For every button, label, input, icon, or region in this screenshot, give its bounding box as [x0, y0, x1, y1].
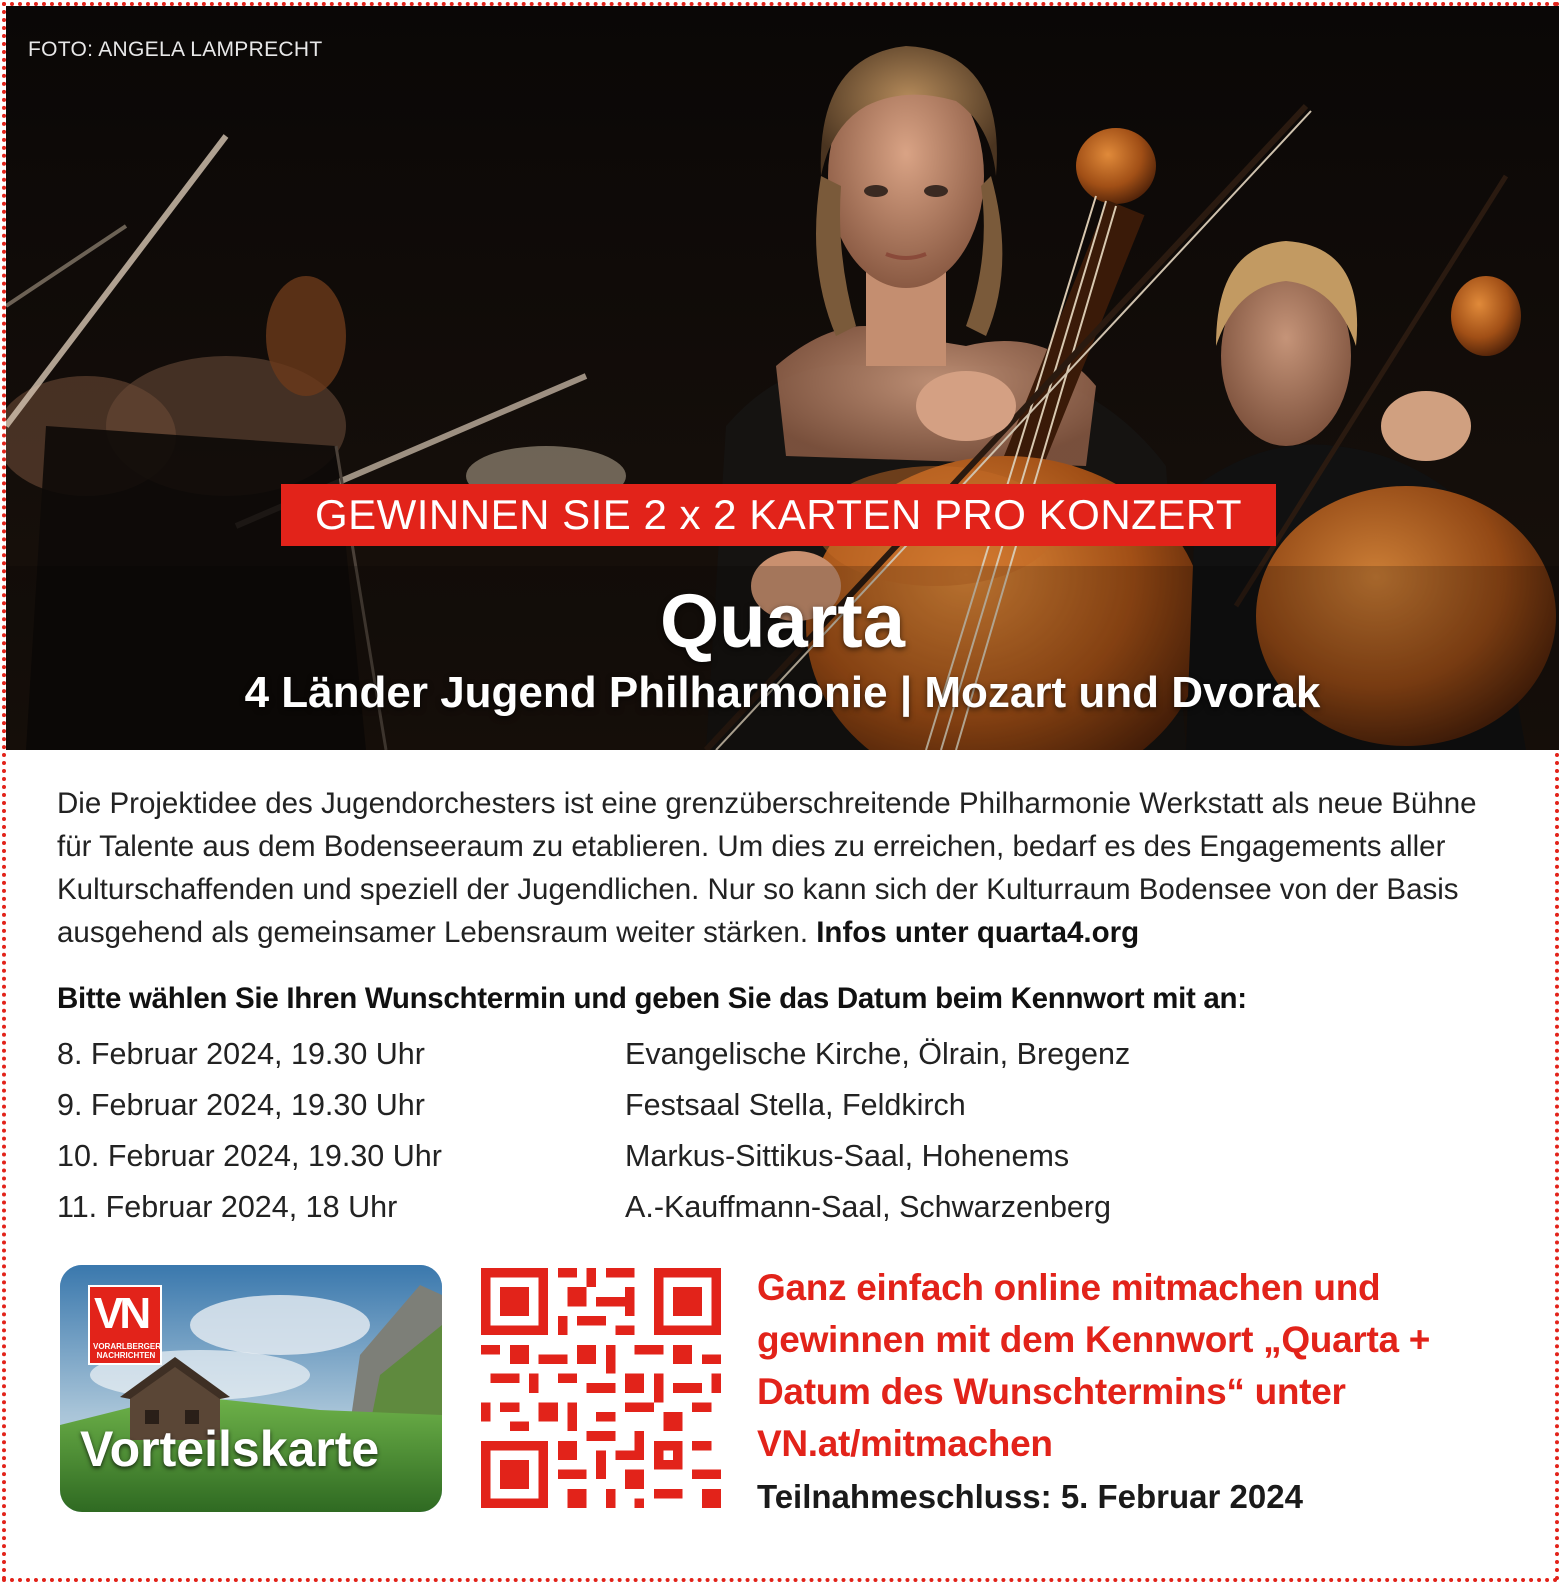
concert-venue: A.-Kauffmann-Saal, Schwarzenberg	[625, 1190, 1112, 1224]
concert-date: 9. Februar 2024, 19.30 Uhr	[57, 1088, 425, 1122]
concert-venue: Markus-Sittikus-Saal, Hohenems	[625, 1139, 1070, 1173]
vn-logo-subtitle: VORARLBERGER NACHRICHTEN	[93, 1342, 162, 1360]
qr-code-icon[interactable]	[481, 1268, 721, 1508]
concert-date: 11. Februar 2024, 18 Uhr	[57, 1190, 398, 1224]
vorteilskarte-card	[60, 1265, 442, 1512]
event-title: Quarta	[660, 579, 905, 664]
online-call-to-action[interactable]: Ganz einfach online mitmachen und gewinnen mit dem Kennwort „Quarta + Datum des Wunschtermins“ unter VN.at/mitmachen	[757, 1267, 1431, 1464]
description	[57, 782, 1497, 954]
list-item	[57, 1083, 1257, 1134]
date-prompt: Bitte wählen Sie Ihren Wunschtermin und geben Sie das Datum beim Kennwort mit an:	[57, 982, 1247, 1015]
entry-deadline: Teilnahmeschluss: 5. Februar 2024	[757, 1478, 1303, 1515]
list-item	[57, 1185, 1257, 1236]
date-list	[57, 1032, 1257, 1236]
vn-logo-letters: VN	[94, 1289, 148, 1338]
card-label: Vorteilskarte	[80, 1421, 380, 1477]
concert-venue: Festsaal Stella, Feldkirch	[625, 1088, 966, 1122]
concert-date: 10. Februar 2024, 19.30 Uhr	[57, 1139, 442, 1173]
prize-banner: GEWINNEN SIE 2 x 2 KARTEN PRO KONZERT	[281, 484, 1276, 546]
list-item	[57, 1032, 1257, 1083]
list-item	[57, 1134, 1257, 1185]
info-link[interactable]: Infos unter quarta4.org	[816, 916, 1140, 949]
photo-credit: FOTO: ANGELA LAMPRECHT	[28, 38, 323, 61]
vn-logo	[88, 1285, 162, 1365]
hero-photo	[6, 6, 1559, 750]
description-text: Die Projektidee des Jugendorchesters ist eine grenzüberschreitende Philharmonie Werkstatt als neue Bühne für Talente aus dem Bodenseeraum zu etablieren. Um dies zu erreichen, bedarf es des Engagements aller Kulturschaffenden und speziell der Jugendlichen. Nur so kann sich der Kulturraum Bodensee von der Basis ausgehend als gemeinsamer Lebensraum weiter stärken.	[57, 787, 1477, 949]
event-subtitle: 4 Länder Jugend Philharmonie | Mozart und Dvorak	[244, 668, 1321, 717]
concert-date: 8. Februar 2024, 19.30 Uhr	[57, 1037, 425, 1071]
concert-venue: Evangelische Kirche, Ölrain, Bregenz	[625, 1037, 1131, 1071]
